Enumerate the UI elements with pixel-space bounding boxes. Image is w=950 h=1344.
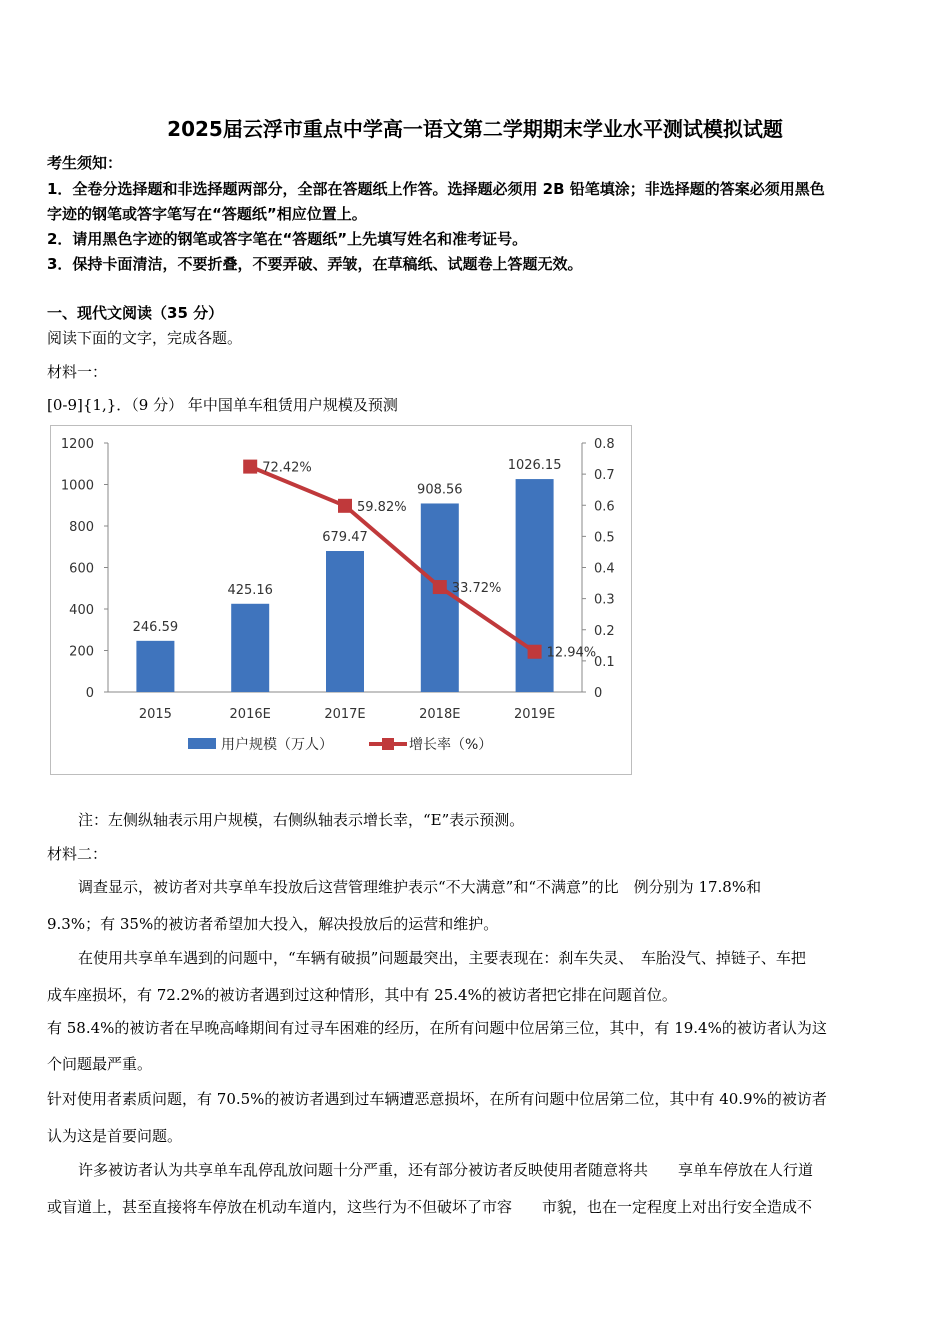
paragraph-5a: 许多被访者认为共享单车乱停乱放问题十分严重，还有部分被访者反映使用者随意将共 享单车停放在人行道 <box>78 1161 814 1179</box>
material-one-label: 材料一： <box>47 363 108 381</box>
category-label: 2015 <box>138 707 172 722</box>
left-tick-label: 1000 <box>60 478 94 494</box>
growth-point-2019E <box>528 645 542 659</box>
left-tick-label: 600 <box>69 561 94 577</box>
section-heading: 一、现代文阅读（35 分） <box>47 304 224 322</box>
paragraph-5b: 或盲道上，甚至直接将车停放在机动车道内，这些行为不但破坏了市容 市貌，也在一定程度上对出行安全造成不 <box>47 1198 813 1216</box>
right-tick-label: 0 <box>594 686 603 701</box>
left-tick-label: 0 <box>85 686 94 701</box>
bar-value-label: 425.16 <box>227 582 273 598</box>
category-label: 2017E <box>324 707 366 722</box>
growth-rate-line <box>250 467 534 652</box>
bar-2017E <box>326 551 364 692</box>
paragraph-4a: 针对使用者素质问题，有 70.5%的被访者遇到过车辆遭恶意损坏，在所有问题中位居第二位，其中有 40.9%的被访者 <box>47 1090 827 1108</box>
paragraph-1b: 9.3%；有 35%的被访者希望加大投入，解决投放后的运营和维护。 <box>47 915 499 933</box>
bar-value-label: 1026.15 <box>507 458 562 474</box>
left-tick-label: 400 <box>69 603 94 618</box>
paragraph-2a: 在使用共享单车遇到的问题中，“车辆有破损”问题最突出，主要表现在：刹车失灵、 车胎没气、掉链子、车把 <box>78 949 806 967</box>
chart-note: 注：左侧纵轴表示用户规模，右侧纵轴表示增长幸，“E”表示预测。 <box>78 811 525 829</box>
right-tick-label: 0.3 <box>594 592 615 608</box>
right-tick-label: 0.1 <box>594 654 615 670</box>
category-label: 2018E <box>419 707 461 722</box>
growth-value-label: 72.42% <box>262 460 312 476</box>
category-label: 2016E <box>229 707 271 722</box>
user-scale-chart <box>50 425 632 775</box>
growth-point-2017E <box>338 499 352 513</box>
right-tick-label: 0.6 <box>594 499 615 515</box>
paragraph-3b: 个问题最严重。 <box>47 1055 153 1073</box>
growth-point-2018E <box>433 580 447 594</box>
material-two-label: 材料二： <box>47 845 108 863</box>
section-instruction: 阅读下面的文字，完成各题。 <box>47 329 243 347</box>
notice-item-3: 3．保持卡面清洁，不要折叠，不要弄破、弄皱，在草稿纸、试题卷上答题无效。 <box>47 255 583 273</box>
notice-item-1a: 1．全卷分选择题和非选择题两部分，全部在答题纸上作答。选择题必须用 2B 铅笔填涂；非选择题的答案必须用黑色 <box>47 180 825 198</box>
notice-heading: 考生须知： <box>47 154 123 172</box>
growth-value-label: 33.72% <box>451 581 502 597</box>
bar-2015 <box>136 641 174 692</box>
left-tick-label: 800 <box>69 520 94 535</box>
notice-item-2: 2．请用黑色字迹的钢笔或答字笔在“答题纸”上先填写姓名和准考证号。 <box>47 230 528 248</box>
legend-line-label: 增长率（%） <box>409 737 493 753</box>
growth-value-label: 12.94% <box>546 645 597 661</box>
notice-item-1b: 字迹的钢笔或答字笔写在“答题纸”相应位置上。 <box>47 205 367 223</box>
bar-value-label: 908.56 <box>417 482 463 498</box>
paragraph-2b: 成车座损坏，有 72.2%的被访者遇到过这种情形，其中有 25.4%的被访者把它排在问题首位。 <box>47 986 677 1004</box>
paragraph-1a: 调查显示，被访者对共享单车投放后这营管理维护表示“不大满意”和“不满意”的比 例分别为 17.8%和 <box>78 878 762 896</box>
bar-value-label: 246.59 <box>132 619 179 635</box>
growth-value-label: 59.82% <box>357 499 407 515</box>
page-title: 2025届云浮市重点中学高一语文第二学期期末学业水平测试模拟试题 <box>167 117 783 141</box>
right-tick-label: 0.8 <box>594 437 615 452</box>
paragraph-4b: 认为这是首要问题。 <box>47 1127 183 1145</box>
right-tick-label: 0.2 <box>594 623 615 639</box>
paragraph-3a: 有 58.4%的被访者在早晚高峰期间有过寻车困难的经历，在所有问题中位居第三位，其中，有 19.4%的被访者认为这 <box>47 1019 827 1037</box>
legend-bar-label: 用户规模（万人） <box>221 737 333 753</box>
right-tick-label: 0.5 <box>594 530 615 546</box>
legend-line-marker <box>382 738 394 750</box>
growth-point-2016E <box>243 460 257 474</box>
right-tick-label: 0.7 <box>594 468 615 484</box>
legend-bar-swatch <box>188 738 216 749</box>
right-tick-label: 0.4 <box>594 561 615 577</box>
category-label: 2019E <box>513 707 556 722</box>
bar-value-label: 679.47 <box>322 530 368 546</box>
left-tick-label: 1200 <box>60 437 94 452</box>
question-text: [0-9]{1,}．（9 分） 年中国单车租赁用户规模及预测 <box>47 396 398 414</box>
chart-canvas <box>51 426 631 774</box>
left-tick-label: 200 <box>69 644 94 660</box>
bar-2016E <box>231 604 269 692</box>
